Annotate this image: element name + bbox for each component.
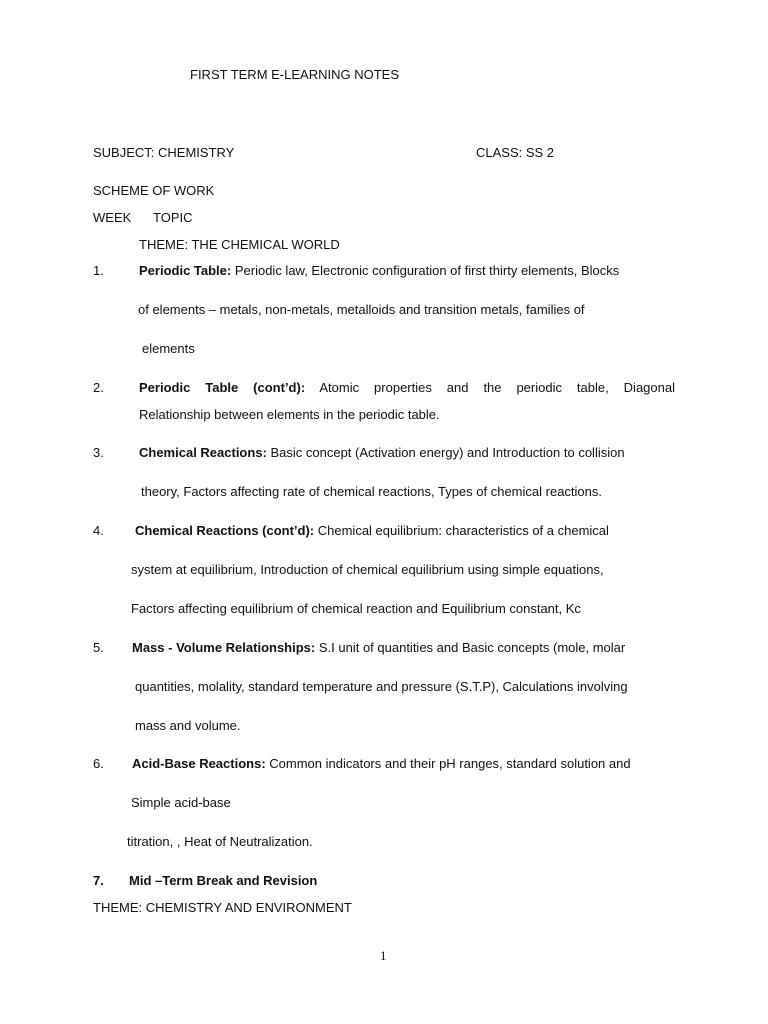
- item-text: Basic concept (Activation energy) and Introduction to collision: [266, 445, 625, 460]
- list-item: [132, 756, 631, 772]
- item-number: 6.: [93, 756, 104, 771]
- column-topic: TOPIC: [153, 210, 193, 225]
- scheme-heading: SCHEME OF WORK: [93, 183, 215, 198]
- item-text: of elements – metals, non-metals, metalloids and transition metals, families of: [138, 302, 585, 317]
- item-number: 3.: [93, 445, 104, 460]
- column-week: WEEK: [93, 210, 132, 225]
- list-item: [139, 263, 619, 279]
- item-text: Atomic properties and the periodic table, Diagonal: [305, 380, 675, 395]
- item-title: Mass - Volume Relationships:: [132, 640, 316, 655]
- theme-heading: THEME: THE CHEMICAL WORLD: [139, 237, 340, 252]
- item-text: mass and volume.: [135, 718, 241, 733]
- item-text: theory, Factors affecting rate of chemical reactions, Types of chemical reactions.: [141, 484, 602, 499]
- item-number: 1.: [93, 263, 104, 278]
- item-number: 4.: [93, 523, 104, 538]
- item-title: Chemical Reactions:: [139, 445, 267, 460]
- item-number: 7.: [93, 873, 104, 888]
- item-text: elements: [142, 341, 195, 356]
- item-title: Periodic Table (cont’d):: [139, 380, 306, 395]
- item-number: 2.: [93, 380, 104, 395]
- item-number: 5.: [93, 640, 104, 655]
- list-item: [139, 445, 625, 461]
- class-label: CLASS: SS 2: [476, 145, 555, 160]
- page-number: 1: [380, 948, 387, 963]
- list-item: [135, 523, 609, 539]
- item-text: Common indicators and their pH ranges, standard solution and: [265, 756, 631, 771]
- theme-heading: THEME: CHEMISTRY AND ENVIRONMENT: [93, 900, 352, 915]
- item-text: Periodic law, Electronic configuration of first thirty elements, Blocks: [231, 263, 620, 278]
- list-item: [132, 640, 625, 656]
- document-title: FIRST TERM E-LEARNING NOTES: [190, 67, 399, 82]
- item-text: quantities, molality, standard temperature and pressure (S.T.P), Calculations involving: [135, 679, 628, 694]
- item-title: Mid –Term Break and Revision: [129, 873, 318, 888]
- item-title: Periodic Table:: [139, 263, 232, 278]
- item-text: titration, , Heat of Neutralization.: [127, 834, 313, 849]
- item-text: Relationship between elements in the periodic table.: [139, 407, 440, 422]
- item-text: Chemical equilibrium: characteristics of a chemical: [314, 523, 609, 538]
- subject-label: SUBJECT: CHEMISTRY: [93, 145, 235, 160]
- item-title: Chemical Reactions (cont’d):: [135, 523, 315, 538]
- item-title: Acid-Base Reactions:: [132, 756, 266, 771]
- item-text: Simple acid-base: [131, 795, 231, 810]
- item-text: Factors affecting equilibrium of chemical reaction and Equilibrium constant, Kc: [131, 601, 581, 616]
- item-text: S.I unit of quantities and Basic concepts (mole, molar: [315, 640, 626, 655]
- list-item: [139, 380, 675, 396]
- item-text: system at equilibrium, Introduction of chemical equilibrium using simple equations,: [131, 562, 604, 577]
